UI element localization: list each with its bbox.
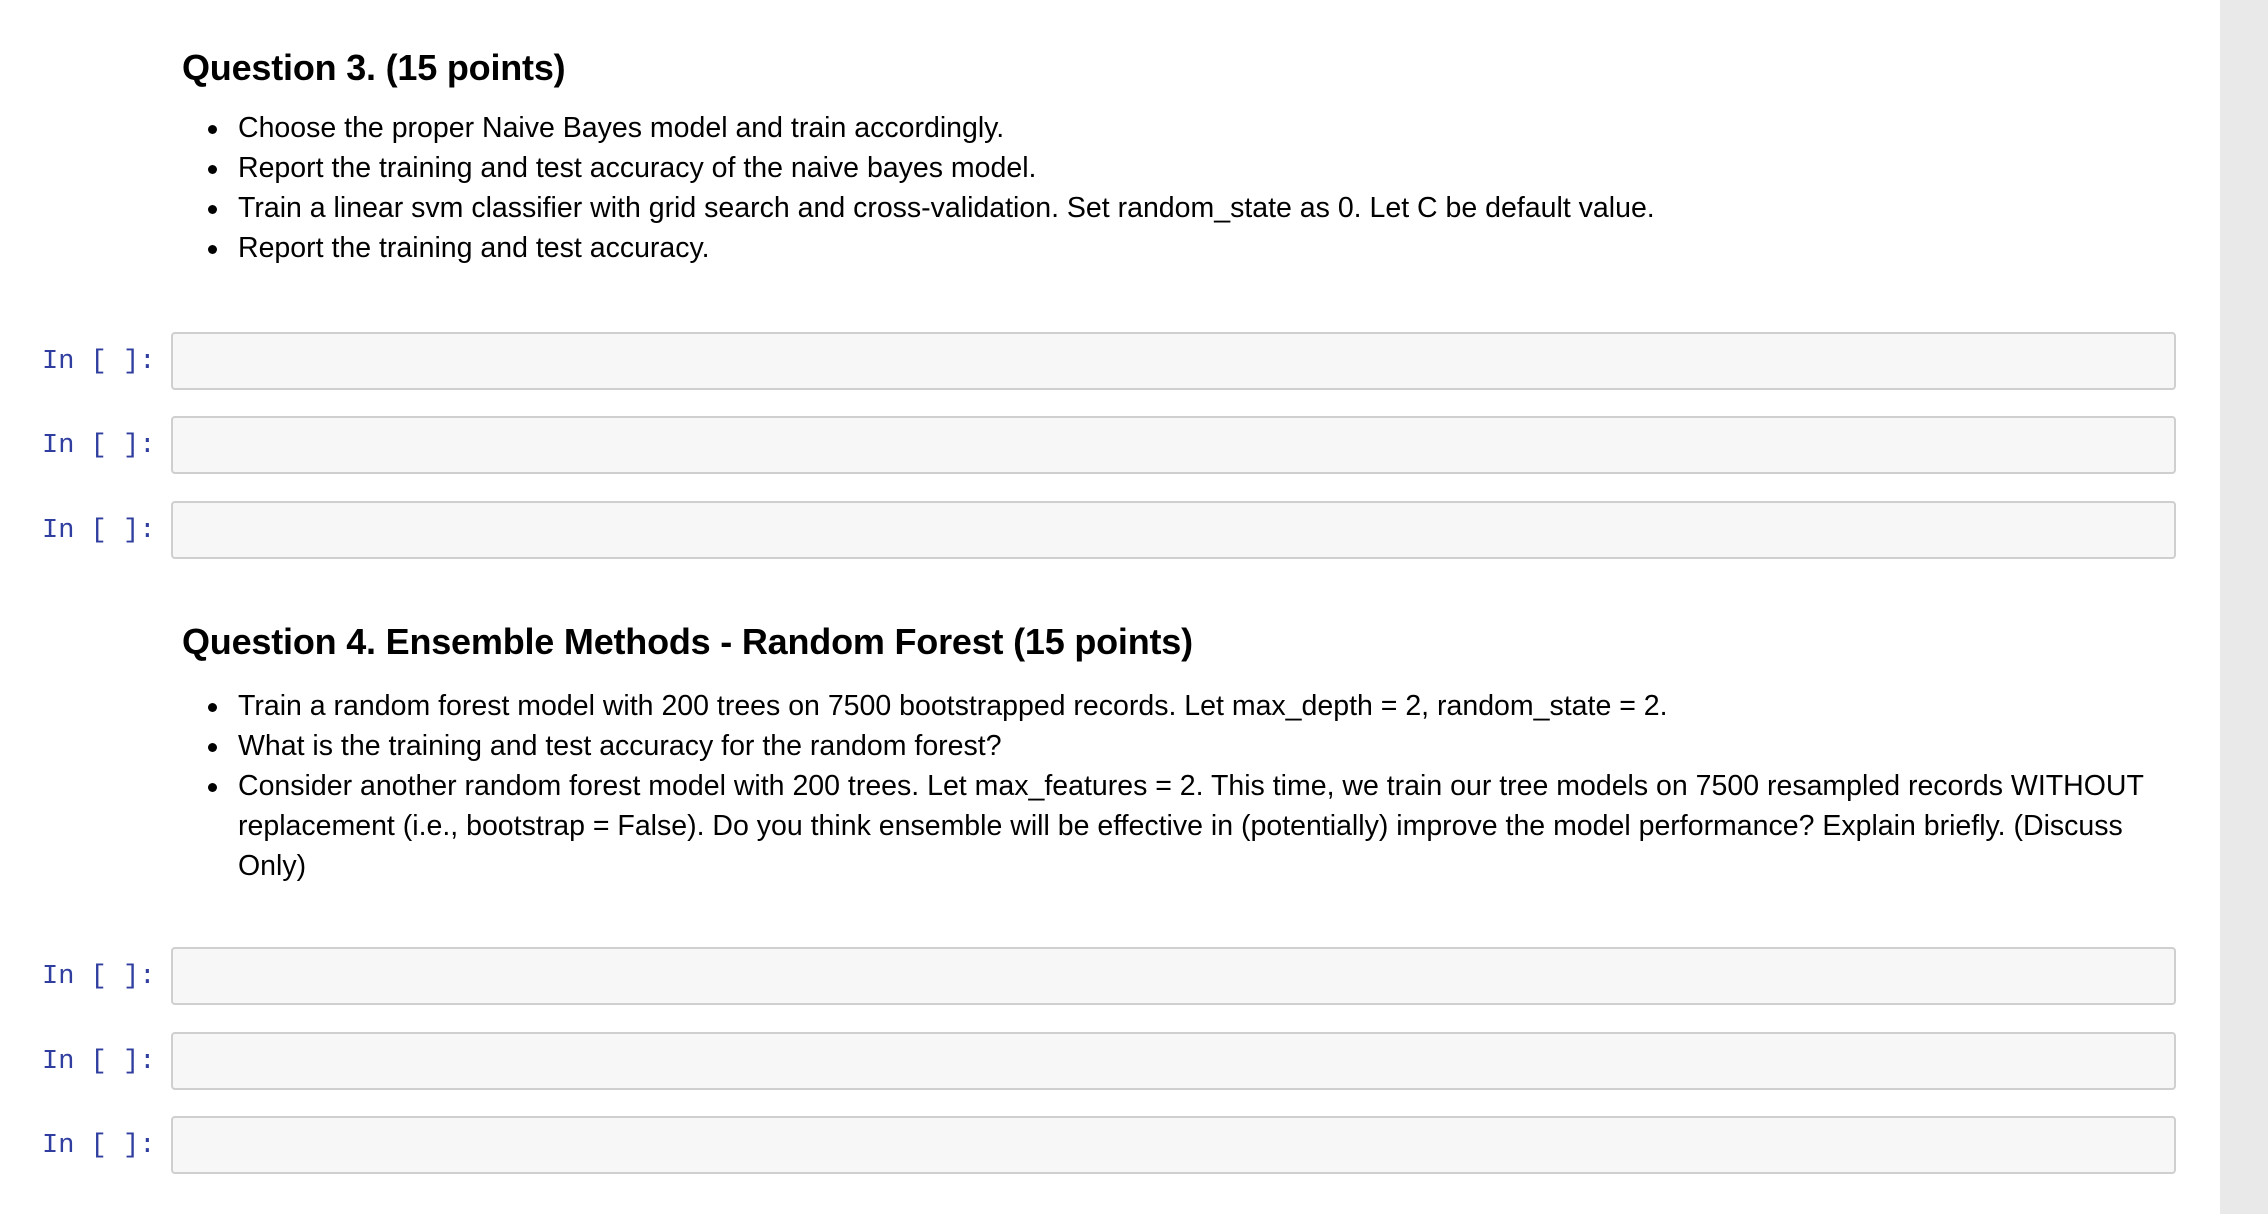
code-input-area[interactable] xyxy=(171,947,2176,1005)
input-prompt: In [ ]: xyxy=(42,1047,156,1077)
input-prompt: In [ ]: xyxy=(42,347,156,377)
list-item-text: What is the training and test accuracy for the random forest? xyxy=(238,730,1002,762)
code-cell[interactable] xyxy=(0,1116,2220,1176)
code-input-area[interactable] xyxy=(171,416,2176,474)
list-item xyxy=(182,726,2182,766)
list-item xyxy=(182,148,2182,188)
input-prompt: In [ ]: xyxy=(42,1131,156,1161)
list-item-text: Choose the proper Naive Bayes model and train accordingly. xyxy=(238,112,1005,144)
question-3-heading: Question 3. (15 points) xyxy=(182,47,566,88)
bullet-icon xyxy=(208,245,217,254)
list-item xyxy=(182,686,2182,726)
list-item-text: Train a linear svm classifier with grid search and cross-validation. Set random_state as 0. Let C be default value. xyxy=(238,192,1655,224)
code-cell[interactable] xyxy=(0,1032,2220,1092)
input-prompt: In [ ]: xyxy=(42,962,156,992)
code-cell[interactable] xyxy=(0,332,2220,392)
list-item-text: Report the training and test accuracy of the naive bayes model. xyxy=(238,152,1037,184)
list-item xyxy=(182,188,2182,228)
markdown-cell-question-4[interactable] xyxy=(182,620,2182,886)
code-cell[interactable] xyxy=(0,947,2220,1007)
list-item xyxy=(182,228,2182,268)
list-item-text: Report the training and test accuracy. xyxy=(238,232,710,264)
code-input-area[interactable] xyxy=(171,501,2176,559)
code-input-area[interactable] xyxy=(171,332,2176,390)
code-cell[interactable] xyxy=(0,501,2220,561)
question-3-bullet-list xyxy=(182,108,2182,268)
list-item-text: Train a random forest model with 200 trees on 7500 bootstrapped records. Let max_depth = 2, random_state = 2. xyxy=(238,690,1668,722)
bullet-icon xyxy=(208,703,217,712)
code-cell[interactable] xyxy=(0,416,2220,476)
code-input-area[interactable] xyxy=(171,1032,2176,1090)
bullet-icon xyxy=(208,205,217,214)
list-item-text: Consider another random forest model with 200 trees. Let max_features = 2. This time, we train our tree models on 7500 resampled records WITHOUT replacement (i.e., bootstrap = False). Do you think ensemble will be effective in (potentially) improve the model performance? Explain briefly. (Discuss Only) xyxy=(238,770,2144,882)
markdown-cell-question-3[interactable] xyxy=(182,46,2182,268)
bullet-icon xyxy=(208,165,217,174)
input-prompt: In [ ]: xyxy=(42,431,156,461)
list-item xyxy=(182,766,2182,886)
bullet-icon xyxy=(208,783,217,792)
code-input-area[interactable] xyxy=(171,1116,2176,1174)
vertical-scrollbar[interactable] xyxy=(2220,0,2268,1214)
list-item xyxy=(182,108,2182,148)
bullet-icon xyxy=(208,743,217,752)
bullet-icon xyxy=(208,125,217,134)
question-4-heading: Question 4. Ensemble Methods - Random Forest (15 points) xyxy=(182,621,1193,662)
question-4-bullet-list xyxy=(182,686,2182,886)
input-prompt: In [ ]: xyxy=(42,516,156,546)
